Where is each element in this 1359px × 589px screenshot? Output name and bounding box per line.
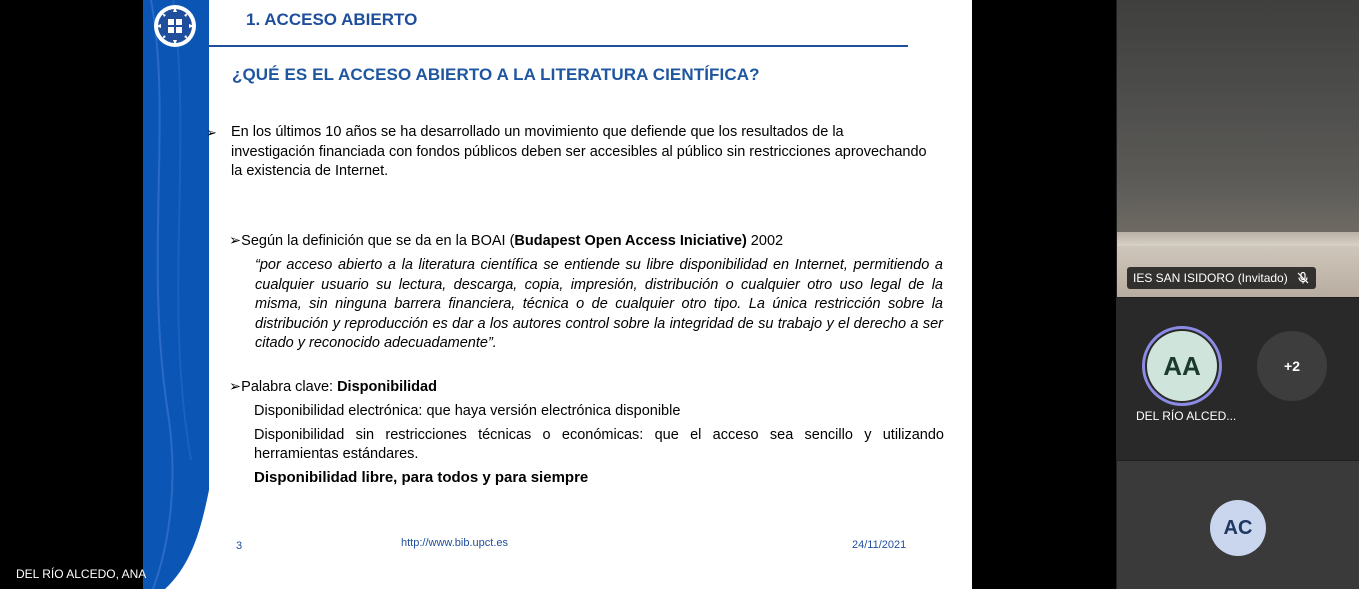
bullet-arrow-icon: ➢ (229, 379, 242, 395)
title-divider (207, 45, 908, 47)
participant-name-label (1127, 267, 1316, 289)
boai-prefix: Según la definición que se da en la BOAI ( (241, 233, 515, 249)
boai-year: 2002 (746, 233, 784, 249)
slide-section-title: 1. ACCESO ABIERTO (246, 10, 418, 29)
mic-off-icon (1296, 271, 1310, 285)
slide-footer-url: http://www.bib.upct.es (401, 537, 508, 549)
boai-name: Budapest Open Access Iniciative) (514, 233, 747, 249)
participant-video-tile[interactable] (1117, 0, 1359, 297)
bullet-arrow-icon: ➢ (206, 125, 217, 140)
participant-tile-aa[interactable] (1116, 298, 1359, 460)
keyword-prefix: Palabra clave: (241, 379, 338, 395)
avatar: AA (1147, 331, 1217, 401)
boai-quote: “por acceso abierto a la literatura científica se entiende su libre disponibilidad en Internet, permitiendo a cualquier usuario su lectura, descarga, copia, impresión, distribución o cualquier otro uso legal de la misma, sin ninguna barrera financiera, técnica o de cualquier otro tipo. La única restricción sobre la distribución y reproducción es dar a los autores control sobre la integridad de su trabajo y el derecho a ser citado y reconocido adecuadamente”. (255, 257, 943, 351)
presenter-name-label: DEL RÍO ALCEDO, ANA (16, 567, 147, 581)
participants-panel (1116, 0, 1359, 589)
avatar: AC (1210, 500, 1266, 556)
availability-item: Disponibilidad electrónica: que haya versión electrónica disponible (254, 403, 681, 419)
participant-tile-ac[interactable] (1117, 461, 1359, 589)
availability-item: Disponibilidad sin restricciones técnicas o económicas: que el acceso sea sencillo y utilizando herramientas estándares. (254, 427, 944, 462)
availability-item-highlight: Disponibilidad libre, para todos y para siempre (254, 469, 589, 486)
participant-name: IES SAN ISIDORO (Invitado) (1133, 271, 1288, 285)
keyword-value: Disponibilidad (337, 379, 437, 395)
university-logo-icon (153, 4, 197, 48)
video-board-edge (1117, 232, 1359, 246)
boai-definition-line (229, 232, 929, 252)
more-participants-button[interactable]: +2 (1257, 331, 1327, 401)
presentation-slide (143, 0, 972, 589)
keyword-line (229, 378, 929, 398)
slide-heading: ¿QUÉ ES EL ACCESO ABIERTO A LA LITERATURA CIENTÍFICA? (232, 65, 760, 84)
slide-page-number: 3 (236, 540, 243, 552)
intro-paragraph: En los últimos 10 años se ha desarrollado un movimiento que defiende que los resultados de la investigación financiada con fondos públicos deben ser accesibles al público sin restricciones aprovechando la existencia de Internet. (231, 124, 927, 179)
slide-side-bar (143, 0, 209, 589)
bullet-arrow-icon: ➢ (229, 233, 242, 249)
participant-name: DEL RÍO ALCED... (1136, 409, 1237, 423)
slide-footer-date: 24/11/2021 (852, 539, 907, 551)
